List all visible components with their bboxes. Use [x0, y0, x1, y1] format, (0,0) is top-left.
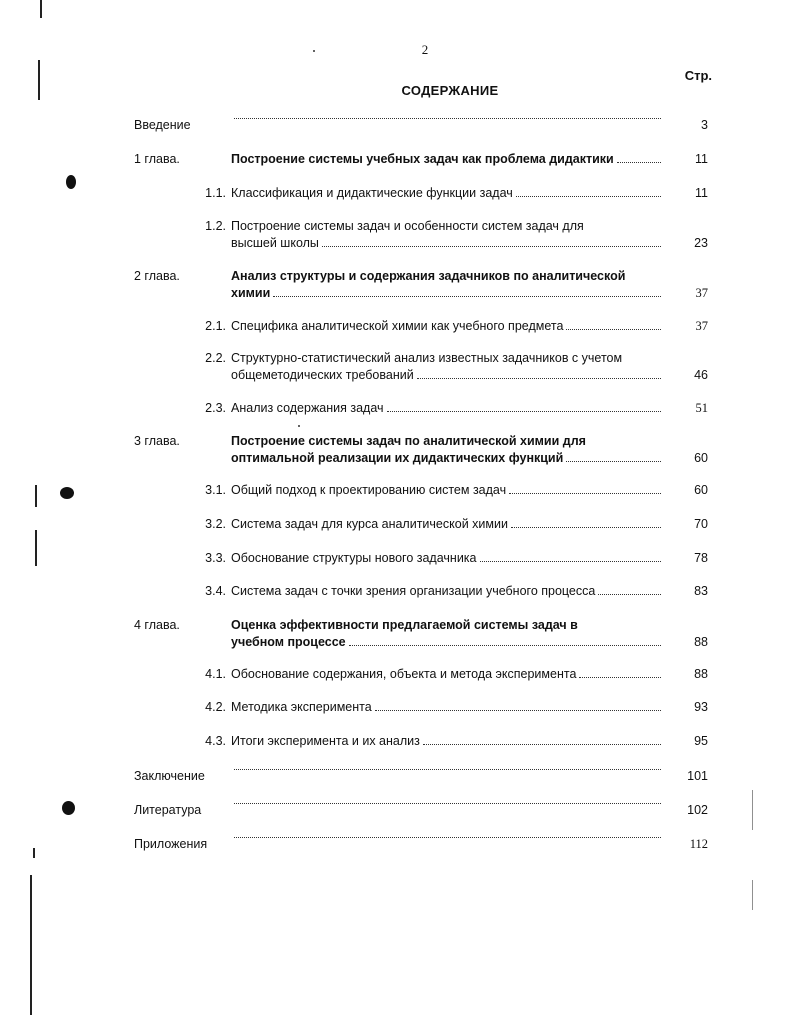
entry-page: 102 — [687, 803, 708, 817]
section-number: 4.1. — [205, 667, 226, 681]
dot-leader — [387, 410, 661, 412]
scan-edge-line — [40, 0, 42, 18]
entry-label: Литература — [134, 803, 202, 817]
dot-leader — [516, 195, 661, 197]
dot-leader — [598, 593, 661, 595]
entry-page: 101 — [687, 769, 708, 783]
section-title: Обоснование структуры нового задачника — [231, 551, 477, 565]
dot-leader — [349, 644, 661, 646]
chapter-title-line-2: учебном процессе — [231, 635, 346, 649]
dot-leader — [509, 492, 661, 494]
section-number: 1.1. — [205, 186, 226, 200]
section-number: 2.1. — [205, 319, 226, 333]
chapter-label: 4 глава. — [134, 618, 180, 632]
section-number: 2.2. — [205, 351, 226, 365]
scan-edge-line — [752, 880, 753, 910]
dot-leader — [423, 743, 661, 745]
section-title: Итоги эксперимента и их анализ — [231, 734, 420, 748]
section-title-line-1: Структурно-статистический анализ известных задачников с учетом — [231, 351, 623, 365]
dot-leader — [234, 768, 661, 770]
dot-leader — [579, 676, 661, 678]
chapter-title-line-1: Анализ структуры и содержания задачников по аналитической — [231, 269, 626, 283]
chapter-label: 3 глава. — [134, 434, 180, 448]
entry-page: 3 — [701, 118, 708, 132]
scan-speck — [298, 425, 300, 427]
section-title-line-2: высшей школы — [231, 236, 319, 250]
entry-label: Заключение — [134, 769, 205, 783]
section-number: 2.3. — [205, 401, 226, 415]
section-title-line-1: Построение системы задач и особенности систем задач для — [231, 219, 584, 233]
dot-leader — [234, 836, 661, 838]
chapter-title: Построение системы учебных задач как проблема дидактики — [231, 152, 614, 166]
section-title-line-2: общеметодических требований — [231, 368, 414, 382]
entry-page: 88 — [694, 635, 708, 649]
entry-page: 11 — [695, 152, 708, 166]
section-number: 4.2. — [205, 700, 226, 714]
scan-edge-line — [30, 875, 32, 1015]
entry-page: 60 — [694, 483, 708, 497]
scan-edge-line — [38, 60, 40, 100]
scan-speck — [313, 50, 315, 52]
section-number: 3.4. — [205, 584, 226, 598]
dot-leader — [234, 117, 661, 119]
section-title: Методика эксперимента — [231, 700, 372, 714]
scan-edge-line — [752, 790, 753, 830]
section-title: Обоснование содержания, объекта и метода эксперимента — [231, 667, 577, 681]
dot-leader — [417, 377, 661, 379]
dot-leader — [480, 560, 662, 562]
scan-blot — [60, 487, 74, 499]
chapter-title-line-2: оптимальной реализации их дидактических функций — [231, 451, 564, 465]
section-title: Анализ содержания задач — [231, 401, 384, 415]
dot-leader — [375, 709, 661, 711]
scan-blot — [62, 801, 75, 815]
scan-edge-line — [35, 530, 37, 566]
entry-page: 60 — [694, 451, 708, 465]
scan-blot — [66, 175, 76, 189]
page-number: 2 — [421, 42, 429, 57]
contents-title: СОДЕРЖАНИЕ — [401, 83, 499, 98]
dot-leader — [566, 328, 661, 330]
section-title: Система задач с точки зрения организации учебного процесса — [231, 584, 596, 598]
entry-label: Введение — [134, 118, 191, 132]
entry-page: 95 — [694, 734, 708, 748]
dot-leader — [273, 295, 661, 297]
entry-page: 11 — [695, 186, 708, 200]
dot-leader — [566, 460, 661, 462]
entry-page: 88 — [694, 667, 708, 681]
dot-leader — [234, 802, 661, 804]
entry-label: Приложения — [134, 837, 208, 851]
entry-page: 37 — [695, 286, 708, 300]
page-column-header: Стр. — [684, 68, 712, 83]
scan-edge-line — [35, 485, 37, 507]
section-title: Специфика аналитической химии как учебного предмета — [231, 319, 564, 333]
entry-page: 112 — [689, 837, 708, 851]
section-title: Классификация и дидактические функции задач — [231, 186, 513, 200]
scan-edge-line — [33, 848, 35, 858]
chapter-title-line-2: химии — [231, 286, 271, 300]
entry-page: 93 — [694, 700, 708, 714]
section-number: 3.2. — [205, 517, 226, 531]
section-number: 3.3. — [205, 551, 226, 565]
section-number: 4.3. — [205, 734, 226, 748]
entry-page: 51 — [695, 401, 708, 415]
chapter-label: 2 глава. — [134, 269, 180, 283]
chapter-title-line-1: Построение системы задач по аналитической химии для — [231, 434, 586, 448]
entry-page: 23 — [694, 236, 708, 250]
dot-leader — [322, 245, 661, 247]
dot-leader — [511, 526, 661, 528]
entry-page: 83 — [694, 584, 708, 598]
section-title: Система задач для курса аналитической химии — [231, 517, 508, 531]
dot-leader — [617, 161, 661, 163]
chapter-label: 1 глава. — [134, 152, 180, 166]
entry-page: 78 — [694, 551, 708, 565]
section-title: Общий подход к проектированию систем задач — [231, 483, 507, 497]
section-number: 1.2. — [205, 219, 226, 233]
section-number: 3.1. — [205, 483, 226, 497]
chapter-title-line-1: Оценка эффективности предлагаемой системы задач в — [231, 618, 578, 632]
entry-page: 70 — [694, 517, 708, 531]
entry-page: 37 — [695, 319, 708, 333]
entry-page: 46 — [694, 368, 708, 382]
